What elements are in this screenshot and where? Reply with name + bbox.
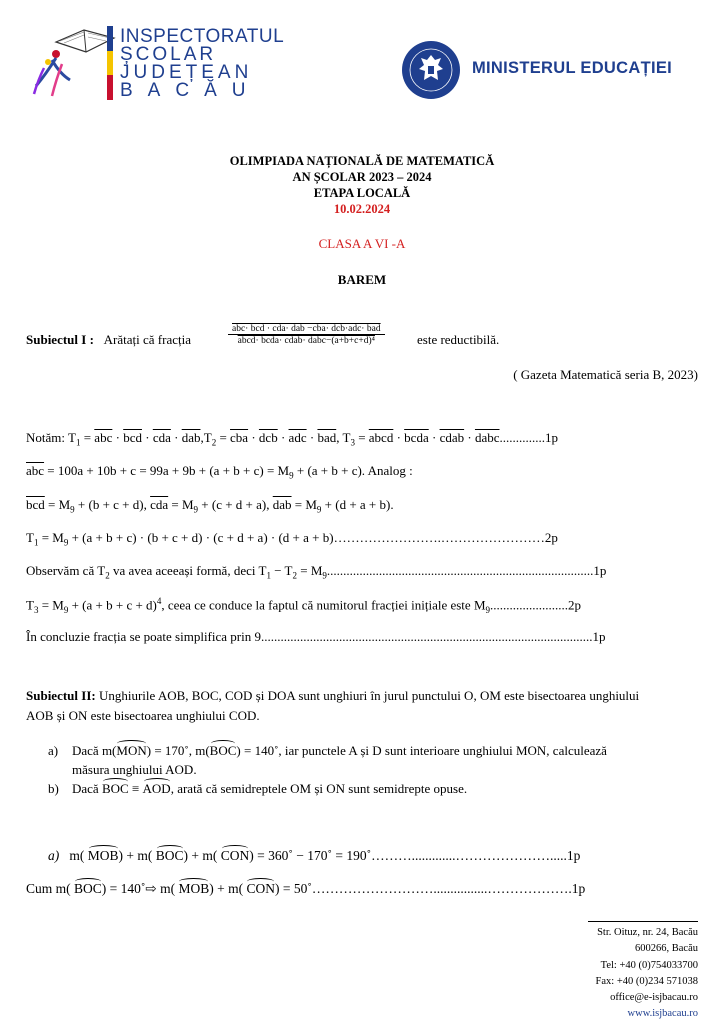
subject2-item-b-marker: b) <box>48 781 59 796</box>
class-label: CLASA A VI -A <box>318 236 406 251</box>
olympiad-title: OLIMPIADA NAȚIONALĂ DE MATEMATICĂ <box>229 154 495 168</box>
isj-line-2: ȘCOLAR <box>120 44 217 65</box>
subject1-fraction <box>228 324 385 346</box>
solution1-line5: Observăm că $T_2$ va avea aceeași formă, deci $T_1 - T_2 = M_9..................................................................................1p$ <box>26 563 607 581</box>
solution2-line2: Cum m( BOC) = 140˚⇨ m( MOB) + m( CON) = 50˚………………………................……………….1p <box>26 881 586 896</box>
subject1-text: Arătați că fracția <box>103 332 191 347</box>
isj-logo <box>26 24 118 100</box>
barem-heading: BAREM <box>337 272 387 287</box>
solution1-line6: $T_3 = M_9 + (a + b + c + d)^4$, ceea ce conduce la faptul că numitorul fracției inițiale este $M_9........................2p$ <box>26 596 581 615</box>
fraction-numerator: abc· bcd · cda· dab −cba· dcb·adc· bad <box>228 324 385 335</box>
footer-fax: Fax: +40 (0)234 571038 <box>595 975 698 987</box>
solution1-line1: Notăm: $T_1 = \overline{abc} \cdot \overline{bcd} \cdot \overline{cda} \cdot \overline{dab},T_2 = \overline{cba} \cdot \overline{dcb} \cdot \overline{adc} \cdot \overline{bad}$, $T_3$ = abcd · bcda · cdab · dabc..............1p <box>26 430 558 448</box>
subject2-item-b: Dacă BOC ≡ AOD, arată că semidreptele OM și ON sunt semidrepte opuse. <box>72 781 468 796</box>
footer-website-link[interactable]: www.isjbacau.ro <box>627 1008 698 1020</box>
footer-email[interactable]: office@e-isjbacau.ro <box>610 992 698 1004</box>
footer-address-2: 600266, Bacău <box>635 943 698 955</box>
footer-contact <box>588 921 698 1023</box>
isj-line-3: JUDEȚEAN <box>120 62 253 83</box>
solution1-line4: $T_1 = M_9 + (a + b + c) \cdot (b + c + d) \cdot (c + d + a) \cdot (d + a$ + b)…………………….……………………2p <box>26 530 558 548</box>
subject1-label: Subiectul I : <box>26 332 94 347</box>
subject1-source: ( Gazeta Matematică seria B, 2023) <box>513 367 698 382</box>
subject1-statement <box>26 332 191 348</box>
subject2-item-a-marker: a) <box>48 743 59 758</box>
footer-address-1: Str. Oituz, nr. 24, Bacău <box>597 927 698 938</box>
tricolor-bar <box>107 26 113 100</box>
solution1-line2: $\overline{abc} = 100a + 10b + c = 99a + 9b + (a + b + c) = M_9 + (a + b + c)$. Analog : <box>26 463 413 481</box>
exam-date: 10.02.2024 <box>333 202 391 216</box>
subject2-statement-line2: AOB și ON este bisectoarea unghiului COD. <box>26 708 260 723</box>
ministry-name: MINISTERUL EDUCAȚIEI <box>472 59 673 77</box>
subject2-item-a-line1: Dacă m(MON) = 170˚, m(BOC) = 140˚, iar punctele A și D sunt interioare unghiului MON, calculează <box>72 743 607 758</box>
stage: ETAPA LOCALĂ <box>313 186 411 200</box>
government-seal-icon <box>401 40 461 100</box>
solution1-line3: $\overline{bcd} = M_9 + (b + c + d)$, $\overline{cda} = M_9 + (c + d + a)$, $\overline{dab} = M_9 + (d + a + b)$. <box>26 497 394 515</box>
footer-divider <box>588 921 698 922</box>
subject2-item-a-line2: măsura unghiului AOD. <box>72 762 197 777</box>
isj-line-1: INSPECTORATUL <box>120 26 285 47</box>
solution2-line1: a) m( MOB) + m( BOC) + m( CON) = 360˚ − 170˚ = 190˚……….............………………….....1p <box>48 848 581 863</box>
isj-name <box>120 28 284 100</box>
school-year: AN ȘCOLAR 2023 – 2024 <box>292 170 432 184</box>
footer-tel: Tel: +40 (0)754033700 <box>600 959 698 971</box>
subject2-statement-line1: Subiectul II: Unghiurile AOB, BOC, COD și DOA sunt unghiuri în jurul punctului O, OM este bisectoarea unghiului <box>26 688 640 703</box>
isj-line-4: BACĂU <box>120 80 261 101</box>
subject1-suffix: este reductibilă. <box>417 332 500 347</box>
fraction-denominator: abcd· bcda· cdab· dabc−(a+b+c+d)⁴ <box>237 336 375 346</box>
subject2-label: Subiectul II: <box>26 688 96 703</box>
solution1-line7: În concluzie fracția se poate simplifica prin 9......................................................................................................1p <box>26 629 606 644</box>
